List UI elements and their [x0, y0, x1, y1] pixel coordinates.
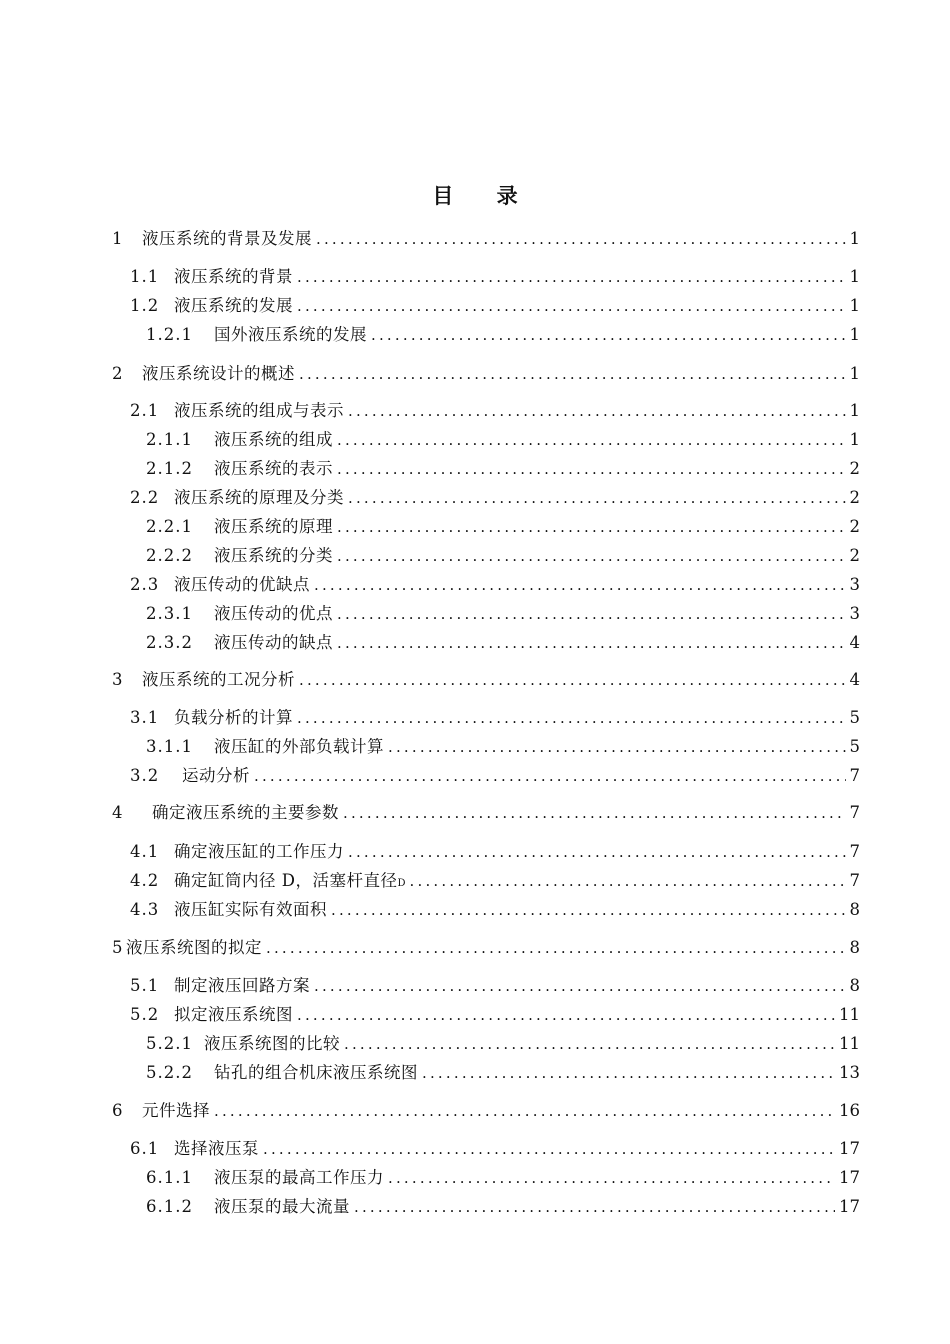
toc-entry-leader: [348, 840, 846, 864]
toc-entry-number: 6.1.2: [146, 1197, 193, 1216]
toc-entry[interactable]: [146, 1061, 860, 1085]
toc-entry-number: 5.2.1: [146, 1034, 193, 1053]
toc-entry-leader: [314, 974, 846, 998]
toc-entry-leader: [299, 668, 846, 692]
toc-entry-page-number: 2: [849, 488, 860, 507]
toc-entry-page-number: 1: [849, 325, 860, 344]
toc-entry-number: 2.1.2: [146, 459, 193, 478]
toc-entry-title: 选择液压泵: [174, 1139, 259, 1158]
toc-entry-leader: [388, 735, 846, 759]
toc-entry-title: 液压传动的缺点: [214, 633, 333, 652]
toc-entry-number: 5: [112, 938, 124, 957]
toc-entry-title: 液压系统的组成与表示: [174, 401, 344, 420]
toc-entry[interactable]: [146, 602, 860, 626]
toc-entry-number: 6.1: [130, 1139, 160, 1158]
toc-entry-number: 2.3: [130, 575, 160, 594]
toc-entry-title: 液压泵的最大流量: [214, 1197, 350, 1216]
toc-entry-leader: [331, 898, 846, 922]
toc-entry[interactable]: [146, 515, 860, 539]
toc-entry-page-number: 2: [849, 517, 860, 536]
toc-entry-page-number: 1: [849, 267, 860, 286]
toc-entry[interactable]: [130, 869, 860, 893]
toc-entry-page-number: 7: [849, 871, 860, 890]
toc-entry-page-number: 11: [839, 1005, 860, 1024]
toc-entry[interactable]: [130, 573, 860, 597]
toc-entry-leader: [297, 294, 846, 318]
toc-entry-number: 5.2: [130, 1005, 160, 1024]
toc-entry-number: 6.1.1: [146, 1168, 193, 1187]
toc-entry[interactable]: [146, 1195, 860, 1219]
toc-entry-number: 4: [112, 803, 124, 822]
toc-entry-title: 液压缸的外部负载计算: [214, 737, 384, 756]
toc-entry[interactable]: [146, 1166, 860, 1190]
toc-entry-subscript: D: [397, 878, 406, 889]
toc-entry-page-number: 5: [849, 708, 860, 727]
toc-entry[interactable]: [146, 735, 860, 759]
toc-entry-number: 1.2.1: [146, 325, 193, 344]
toc-entry-leader: [297, 265, 846, 289]
toc-entry-title: 运动分析: [182, 766, 250, 785]
toc-entry-leader: [348, 486, 846, 510]
toc-entry-page-number: 1: [849, 296, 860, 315]
toc-entry-page-number: 11: [839, 1034, 860, 1053]
toc-entry[interactable]: [112, 1099, 860, 1123]
toc-entry-page-number: 8: [849, 938, 860, 957]
toc-entry-title: 液压系统图的拟定: [126, 938, 262, 957]
toc-entry-leader: [297, 706, 846, 730]
toc-entry-leader: [337, 515, 846, 539]
toc-entry-leader: [266, 936, 846, 960]
toc-entry-page-number: 2: [849, 459, 860, 478]
toc-entry-title: 确定液压缸的工作压力: [174, 842, 344, 861]
toc-entry-leader: [297, 1003, 835, 1027]
toc-entry-page-number: 1: [849, 364, 860, 383]
toc-entry-page-number: 2: [849, 546, 860, 565]
toc-entry-leader: [337, 428, 846, 452]
toc-entry-title: 液压传动的优点: [214, 604, 333, 623]
toc-entry-leader: [214, 1099, 835, 1123]
toc-entry[interactable]: [130, 399, 860, 423]
toc-entry-page-number: 7: [849, 842, 860, 861]
toc-entry-number: 4.1: [130, 842, 160, 861]
toc-entry-title: 液压系统的工况分析: [142, 670, 295, 689]
toc-entry[interactable]: [112, 801, 860, 825]
toc-entry[interactable]: [146, 457, 860, 481]
toc-entry-leader: [344, 1032, 835, 1056]
toc-entry-number: 2.1.1: [146, 430, 193, 449]
toc-entry[interactable]: [130, 840, 860, 864]
toc-entry-page-number: 8: [849, 900, 860, 919]
toc-entry-leader: [316, 227, 846, 251]
toc-entry-leader: [388, 1166, 835, 1190]
toc-entry[interactable]: [146, 544, 860, 568]
toc-entry-leader: [337, 544, 846, 568]
toc-entry-title: 元件选择: [142, 1101, 210, 1120]
toc-entry-number: 2.2: [130, 488, 160, 507]
toc-entry-number: 2.3.2: [146, 633, 193, 652]
toc-entry-number: 3.1.1: [146, 737, 193, 756]
toc-entry-leader: [354, 1195, 835, 1219]
toc-entry-title: 液压系统的原理及分类: [174, 488, 344, 507]
toc-entry[interactable]: [130, 898, 860, 922]
toc-entry[interactable]: [112, 227, 860, 251]
toc-entry-title: 液压系统的背景: [174, 267, 293, 286]
toc-entry[interactable]: [130, 974, 860, 998]
toc-entry-title: 液压系统的表示: [214, 459, 333, 478]
toc-entry-leader: [263, 1137, 835, 1161]
toc-entry[interactable]: [146, 631, 860, 655]
toc-entry-title: 液压泵的最高工作压力: [214, 1168, 384, 1187]
toc-entry[interactable]: [130, 1003, 860, 1027]
toc-entry-leader: [348, 399, 846, 423]
toc-entry-leader: [410, 869, 846, 893]
toc-entry-number: 3.2: [130, 766, 160, 785]
toc-entry-title: 液压系统图的比较: [204, 1034, 340, 1053]
toc-entry-page-number: 16: [839, 1101, 860, 1120]
toc-title: 目 录: [432, 184, 536, 208]
toc-entry-number: 1.2: [130, 296, 160, 315]
toc-entry[interactable]: [146, 428, 860, 452]
toc-entry-number: 5.2.2: [146, 1063, 193, 1082]
toc-entry-page-number: 4: [849, 633, 860, 652]
toc-entry-page-number: 1: [849, 229, 860, 248]
toc-entry[interactable]: [112, 362, 860, 386]
toc-entry[interactable]: [130, 706, 860, 730]
toc-entry-page-number: 17: [839, 1197, 860, 1216]
toc-entry-title: 负载分析的计算: [174, 708, 293, 727]
toc-entry-page-number: 17: [839, 1168, 860, 1187]
toc-entry[interactable]: [130, 265, 860, 289]
toc-entry-number: 2: [112, 364, 124, 383]
toc-entry[interactable]: [146, 1032, 860, 1056]
toc-entry-title: 液压系统的背景及发展: [142, 229, 312, 248]
toc-entry-number: 4.3: [130, 900, 160, 919]
toc-entry-leader: [337, 602, 846, 626]
toc-entry[interactable]: [146, 323, 860, 347]
toc-entry-page-number: 13: [839, 1063, 860, 1082]
toc-entry-title: 拟定液压系统图: [174, 1005, 293, 1024]
toc-entry[interactable]: [130, 486, 860, 510]
toc-entry-leader: [337, 631, 846, 655]
toc-entry-number: 3: [112, 670, 124, 689]
toc-entry[interactable]: [130, 764, 860, 788]
toc-entry-title: 确定液压系统的主要参数: [152, 803, 339, 822]
toc-entry-page-number: 5: [849, 737, 860, 756]
toc-entry-page-number: 4: [849, 670, 860, 689]
toc-entry-number: 2.3.1: [146, 604, 193, 623]
toc-entry-leader: [254, 764, 846, 788]
toc-entry-number: 2.2.2: [146, 546, 193, 565]
toc-entry-title: 钻孔的组合机床液压系统图: [214, 1063, 418, 1082]
toc-entry-page-number: 8: [849, 976, 860, 995]
toc-entry-number: 2.2.1: [146, 517, 193, 536]
toc-entry-number: 1.1: [130, 267, 160, 286]
toc-entry-number: 1: [112, 229, 124, 248]
toc-entry-title: 国外液压系统的发展: [214, 325, 367, 344]
toc-entry-title: 液压缸实际有效面积: [174, 900, 327, 919]
toc-entry-title: 液压系统设计的概述: [142, 364, 295, 383]
toc-entry-number: 3.1: [130, 708, 160, 727]
toc-entry-leader: [314, 573, 846, 597]
toc-entry-page-number: 17: [839, 1139, 860, 1158]
toc-entry-leader: [371, 323, 846, 347]
toc-entry[interactable]: [112, 936, 860, 960]
toc-entry-number: 2.1: [130, 401, 160, 420]
toc-entry-number: 4.2: [130, 871, 160, 890]
toc-entry[interactable]: [112, 668, 860, 692]
toc-entry-page-number: 7: [849, 803, 860, 822]
toc-entry-number: 5.1: [130, 976, 160, 995]
toc-entry-page-number: 3: [849, 575, 860, 594]
toc-entry-title: 液压传动的优缺点: [174, 575, 310, 594]
toc-entry-leader: [299, 362, 846, 386]
toc-entry-title: 液压系统的发展: [174, 296, 293, 315]
toc-entry-title: 液压系统的原理: [214, 517, 333, 536]
toc-entry-number: 6: [112, 1101, 124, 1120]
toc-entry-page-number: 1: [849, 401, 860, 420]
toc-entry-page-number: 7: [849, 766, 860, 785]
toc-entry-title: 液压系统的组成: [214, 430, 333, 449]
toc-entry-leader: [337, 457, 846, 481]
toc-entry-page-number: 1: [849, 430, 860, 449]
toc-entry-leader: [343, 801, 846, 825]
toc-entry[interactable]: [130, 294, 860, 318]
toc-entry-title: 确定缸筒内径 D，活塞杆直径: [174, 871, 398, 890]
toc-entry[interactable]: [130, 1137, 860, 1161]
toc-entry-page-number: 3: [849, 604, 860, 623]
toc-entry-leader: [422, 1061, 835, 1085]
toc-entry-title: 制定液压回路方案: [174, 976, 310, 995]
toc-entry-title: 液压系统的分类: [214, 546, 333, 565]
